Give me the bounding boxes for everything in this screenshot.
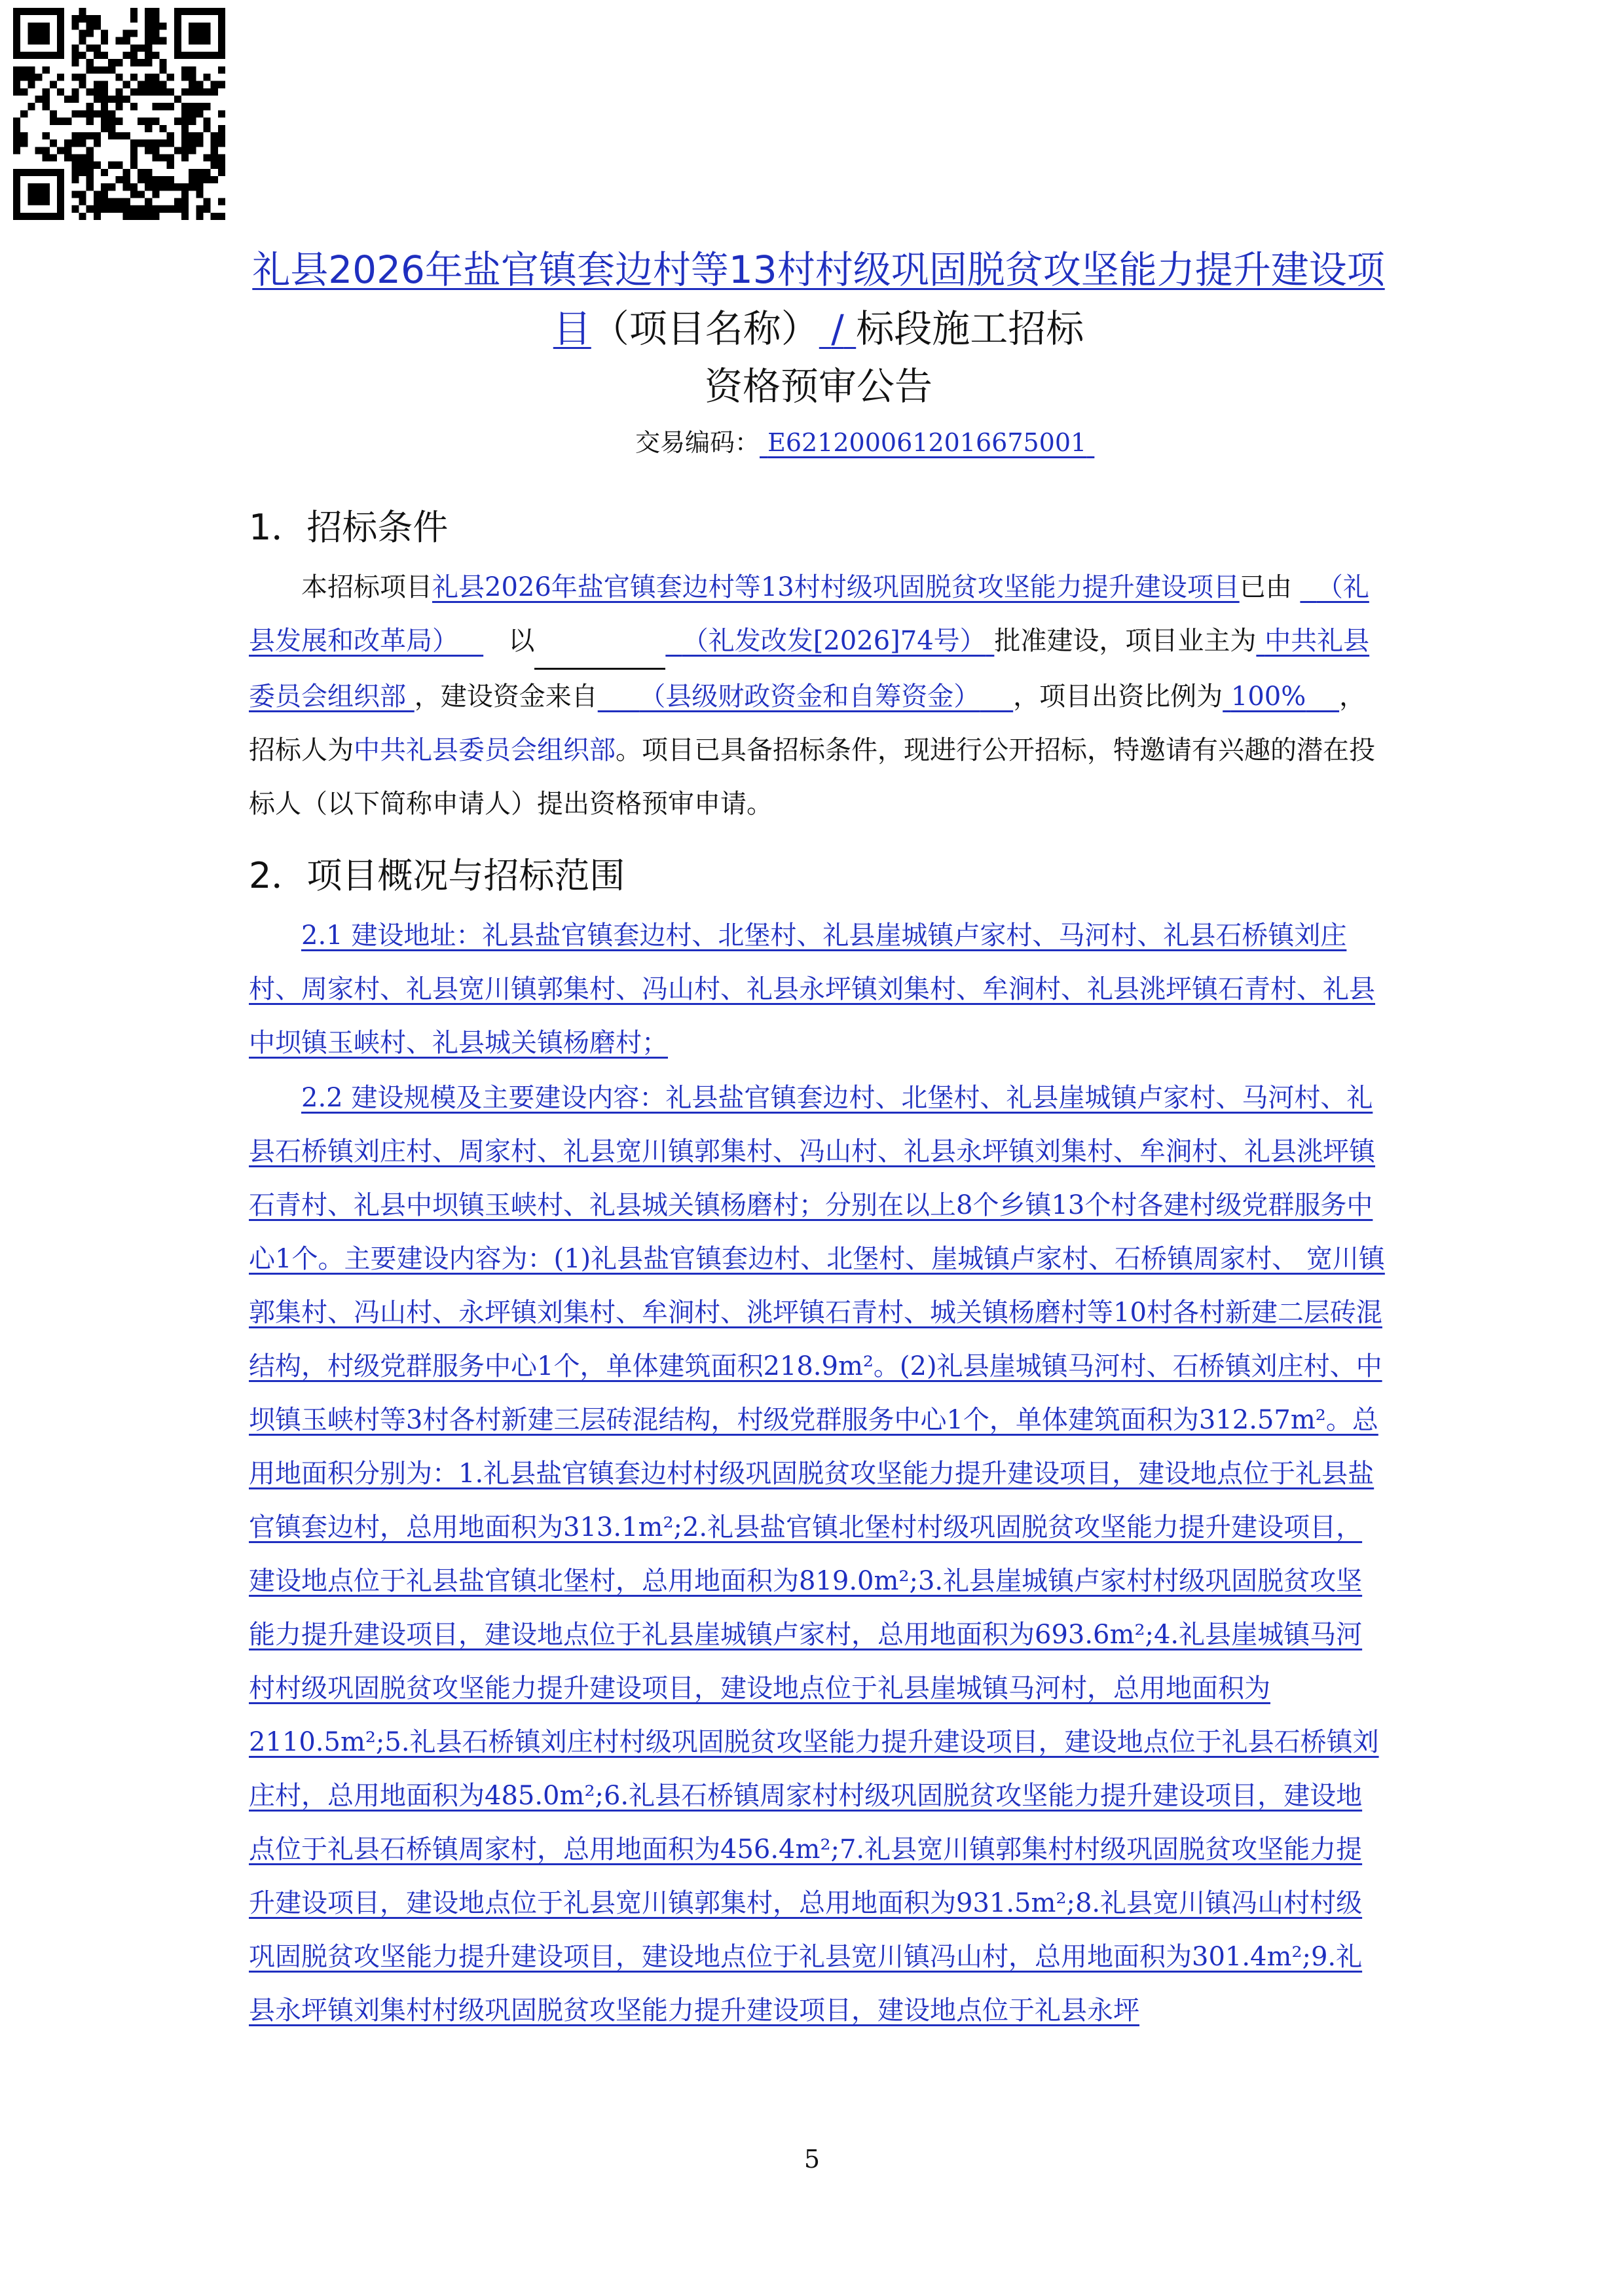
bid-type: 标段施工招标 [856, 306, 1084, 351]
investment-ratio[interactable]: 100% [1230, 682, 1306, 712]
transaction-code [635, 424, 1094, 461]
section-heading-2: 2．项目概况与招标范围 [249, 855, 625, 896]
tenderer: 中共礼县委员会组织部 [354, 735, 616, 765]
title-line-2 [236, 301, 1401, 356]
title-line-1 [236, 242, 1401, 297]
project-title[interactable]: 礼县2026年盐官镇套边村等13村村级巩固脱贫攻坚能力提升建设项 [252, 247, 1385, 292]
construction-site[interactable]: 2.1 建设地址：礼县盐官镇套边村、北堡村、礼县崖城镇卢家村、马河村、礼县石桥镇刘庄村、周家村、礼县宽川镇郭集村、冯山村、礼县永坪镇刘集村、牟涧村、礼县洮坪镇石青村、礼县中坝镇玉峡村、礼县城关镇杨磨村； [249, 920, 1375, 1058]
notice-title: 资格预审公告 [704, 364, 932, 409]
page-number: 5 [803, 2145, 821, 2174]
approval-agency[interactable]: （礼县发展和改革局） [249, 572, 1369, 656]
construction-scope[interactable]: 2.2 建设规模及主要建设内容：礼县盐官镇套边村、北堡村、礼县崖城镇卢家村、马河村、礼县石桥镇刘庄村、周家村、礼县宽川镇郭集村、冯山村、礼县永坪镇刘集村、牟涧村、礼县洮坪镇石青村、礼县中坝镇玉峡村、礼县城关镇杨磨村；分别在以上8个乡镇13个村各建村级党群服务中心1个。主要建设内容为：(1)礼县盐官镇套边村、北堡村、崖城镇卢家村、石桥镇周家村、 宽川镇郭集村、冯山村、永坪镇刘集村、牟涧村、洮坪镇石青村、城关镇杨磨村等10村各村新建二层砖混结构，村级党群服务中心1个，单体建筑面积218.9m²。(2)礼县崖城镇马河村、石桥镇刘庄村、中坝镇玉峡村等3村各村新建三层砖混结构，村级党群服务中心1个，单体建筑面积为312.57m²。总用地面积分别为：1.礼县盐官镇套边村村级巩固脱贫攻坚能力提升建设项目，建设地点位于礼县盐官镇套边村，总用地面积为313.1m²;2.礼县盐官镇北堡村村级巩固脱贫攻坚能力提升建设项目，建设地点位于礼县盐官镇北堡村，总用地面积为819.0m²;3.礼县崖城镇卢家村村级巩固脱贫攻坚能力提升建设项目，建设地点位于礼县崖城镇卢家村，总用地面积为693.6m²;4.礼县崖城镇马河村村级巩固脱贫攻坚能力提升建设项目，建设地点位于礼县崖城镇马河村，总用地面积为2110.5m²;5.礼县石桥镇刘庄村村级巩固脱贫攻坚能力提升建设项目，建设地点位于礼县石桥镇刘庄村，总用地面积为485.0m²;6.礼县石桥镇周家村村级巩固脱贫攻坚能力提升建设项目，建设地点位于礼县石桥镇周家村，总用地面积为456.4m²;7.礼县宽川镇郭集村村级巩固脱贫攻坚能力提升建设项目，建设地点位于礼县宽川镇郭集村，总用地面积为931.5m²;8.礼县宽川镇冯山村村级巩固脱贫攻坚能力提升建设项目，建设地点位于礼县宽川镇冯山村，总用地面积为301.4m²;9.礼县永坪镇刘集村村级巩固脱贫攻坚能力提升建设项目，建设地点位于礼县永坪 [249, 1083, 1385, 2026]
construction-scope-paragraph [249, 1071, 1388, 2037]
section-slash[interactable]: / [831, 306, 844, 351]
section-heading-1: 1．招标条件 [249, 507, 449, 548]
tender-conditions-paragraph: 本招标项目礼县2026年盐官镇套边村等13村村级巩固脱贫攻坚能力提升建设项目已由 （礼县发展和改革局） 以 （礼发改发[2026]74号） 批准建设，项目业主为 中共礼县委员会组织部 ，建设资金来自 （县级财政资金和自筹资金） ，项目出资比例为 100% ，招标人为中共礼县委员会组织部。项目已具备招标条件，现进行公开招标，特邀请有兴趣的潜在投标人（以下简称申请人）提出资格预审申请。 [249, 572, 1375, 819]
fund-source[interactable]: （县级财政资金和自筹资金） [639, 682, 980, 712]
project-name-label: （项目名称） [591, 306, 819, 351]
project-name-link[interactable]: 礼县2026年盐官镇套边村等13村村级巩固脱贫攻坚能力提升建设项目 [432, 572, 1240, 602]
project-owner[interactable]: 中共礼县委员会组织部 [249, 626, 1370, 712]
construction-site-paragraph [249, 909, 1388, 1070]
transaction-code-value[interactable]: E6212000612016675001 [767, 428, 1087, 457]
project-title-end[interactable]: 目 [553, 306, 591, 351]
qr-code [13, 8, 225, 220]
approval-document[interactable]: （礼发改发[2026]74号） [682, 626, 986, 656]
transaction-code-label: 交易编码： [635, 428, 760, 457]
